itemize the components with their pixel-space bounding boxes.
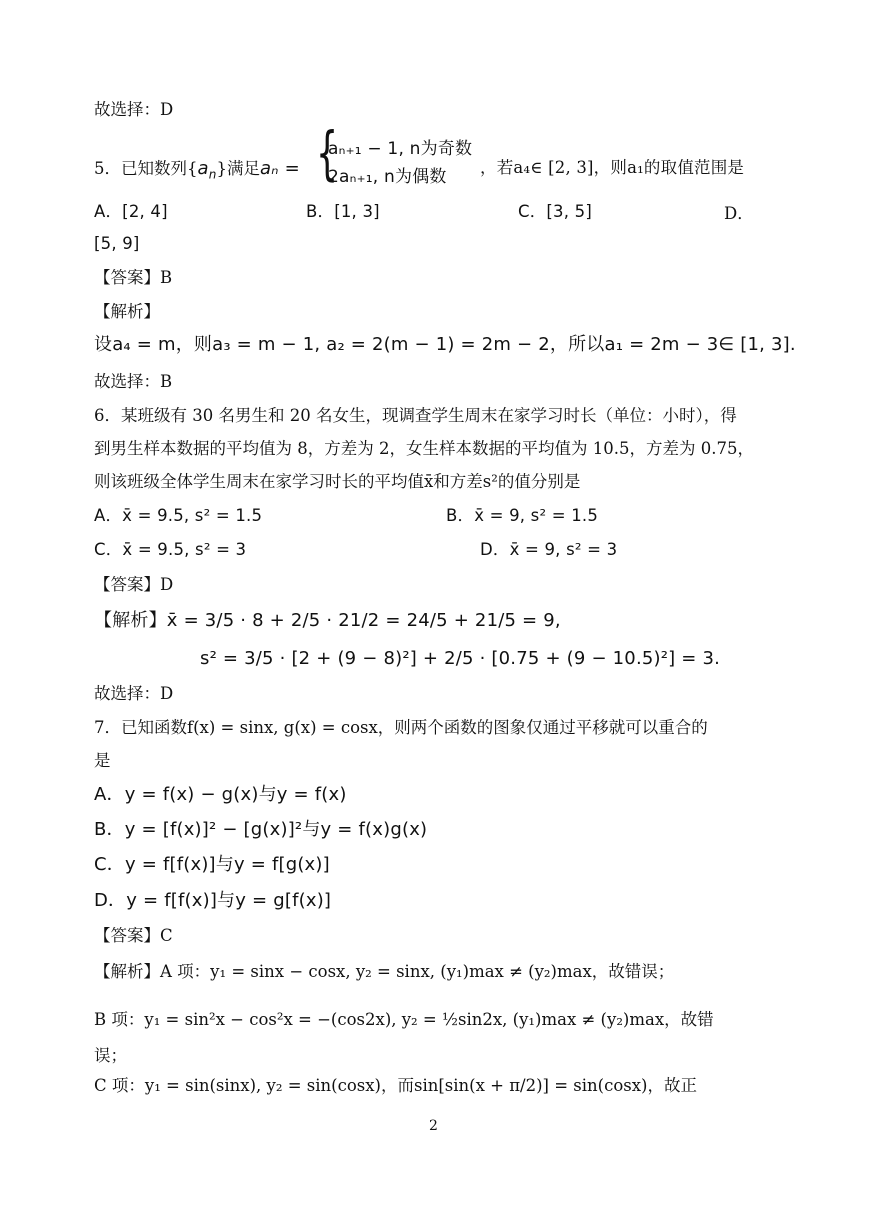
q5-prefix: 5．已知数列{ [94, 159, 198, 178]
question-6-line-3: 则该班级全体学生周末在家学习时长的平均值x̄和方差s²的值分别是 [94, 472, 581, 491]
analysis-label: 【解析】 [94, 302, 160, 321]
q7-option-b: B．y = [f(x)]² − [g(x)]²与y = f(x)g(x) [94, 819, 428, 840]
q7-solution-b-cont: 误； [94, 1046, 127, 1065]
question-7-line-1: 7．已知函数f(x) = sinx, g(x) = cosx，则两个函数的图象仅通过平移就可以重合的 [94, 718, 708, 737]
q5-suffix: ，若a₄∈ [2, 3]，则a₁的取值范围是 [480, 158, 745, 177]
q5-def-lhs: aₙ = [260, 158, 300, 179]
q5-option-d-value: [5, 9] [94, 234, 140, 253]
q5-an-sub: n [208, 167, 217, 182]
q6-option-c: C．x̄ = 9.5, s² = 3 [94, 540, 247, 559]
q7-solution-c: C 项：y₁ = sin(sinx), y₂ = sin(cosx)，而sin[sin(x + π/2)] = sin(cosx)，故正 [94, 1076, 697, 1095]
question-7-line-2: 是 [94, 751, 111, 770]
q5-option-b: B．[1, 3] [306, 202, 380, 221]
q5-solution: 设a₄ = m，则a₃ = m − 1, a₂ = 2(m − 1) = 2m − 2，所以a₁ = 2m − 3∈ [1, 3]. [94, 334, 796, 355]
q5-mid: }满足 [216, 159, 261, 178]
q5-conclusion: 故选择：B [94, 372, 173, 391]
q5-option-c: C．[3, 5] [518, 202, 592, 221]
answer-label: 【答案】C [94, 926, 173, 945]
q7-option-c: C．y = f[f(x)]与y = f[g(x)] [94, 854, 330, 875]
text-line: 故选择：D [94, 100, 174, 119]
case-odd: aₙ₊₁ − 1, n为奇数 [328, 139, 473, 159]
q5-option-a: A．[2, 4] [94, 202, 168, 221]
q5-option-d: D． [724, 204, 754, 223]
q6-solution-mean: 【解析】x̄ = 3/5 · 8 + 2/5 · 21/2 = 24/5 + 21/5 = 9, [94, 610, 561, 631]
q6-solution-variance: s² = 3/5 · [2 + (9 − 8)²] + 2/5 · [0.75 + (9 − 10.5)²] = 3. [200, 648, 721, 669]
question-6-line-1: 6．某班级有 30 名男生和 20 名女生，现调查学生周末在家学习时长（单位：小时），得 [94, 406, 737, 425]
answer-label: 【答案】B [94, 268, 173, 287]
q7-solution-a: 【解析】A 项：y₁ = sinx − cosx, y₂ = sinx, (y₁)max ≠ (y₂)max，故错误； [94, 962, 675, 981]
q6-option-a: A．x̄ = 9.5, s² = 1.5 [94, 506, 263, 525]
q7-solution-b: B 项：y₁ = sin²x − cos²x = −(cos2x), y₂ = ½sin2x, (y₁)max ≠ (y₂)max，故错 [94, 1010, 714, 1029]
q6-conclusion: 故选择：D [94, 684, 174, 703]
page-number: 2 [429, 1118, 438, 1134]
brace-icon: { [316, 119, 339, 187]
q6-option-b: B．x̄ = 9, s² = 1.5 [446, 506, 599, 525]
q6-option-d: D．x̄ = 9, s² = 3 [480, 540, 618, 559]
answer-label: 【答案】D [94, 575, 174, 594]
piecewise-definition [316, 119, 486, 188]
q7-option-d: D．y = f[f(x)]与y = g[f(x)] [94, 890, 332, 911]
q5-an: a [197, 158, 209, 179]
q7-option-a: A．y = f(x) − g(x)与y = f(x) [94, 784, 347, 805]
question-5-stem [94, 160, 300, 180]
case-even: 2aₙ₊₁, n为偶数 [328, 167, 447, 187]
question-6-line-2: 到男生样本数据的平均值为 8，方差为 2，女生样本数据的平均值为 10.5，方差为 0.75， [94, 439, 754, 458]
